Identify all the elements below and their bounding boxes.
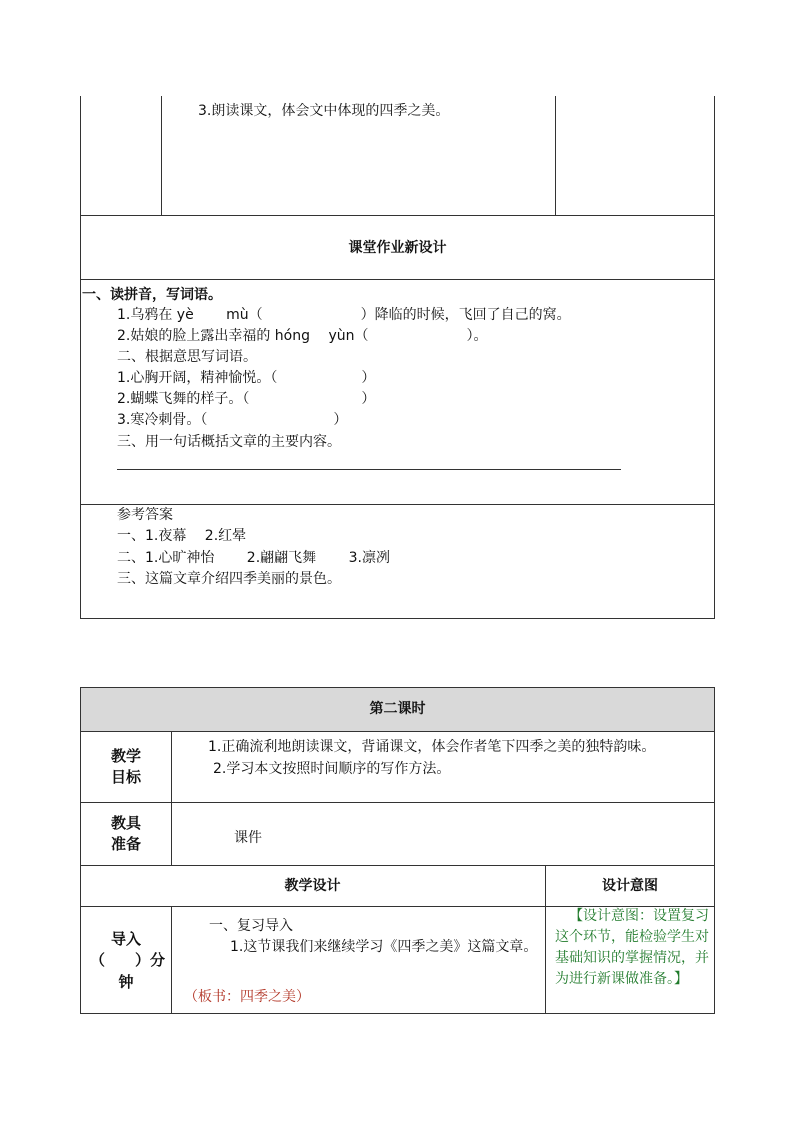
table1-col-divider-2 bbox=[555, 96, 556, 215]
answer-1: 一、1.夜幕 2.红晕 bbox=[117, 528, 247, 544]
answer-underline bbox=[117, 469, 621, 470]
question-2-3: 3.寒冷刺骨。（ ） bbox=[117, 412, 348, 428]
table1-row-line-3 bbox=[80, 504, 715, 505]
table1-col-divider-1 bbox=[161, 96, 162, 215]
step-title: 一、复习导入 bbox=[209, 918, 293, 934]
table1-right-border bbox=[714, 96, 715, 619]
answer-2: 二、1.心旷神怡 2.翩翩飞舞 3.凛冽 bbox=[117, 550, 390, 566]
table2-label-col-divider-b bbox=[171, 906, 172, 1013]
intro-label-line-3: 钟 bbox=[118, 973, 134, 991]
board-note: （板书：四季之美） bbox=[184, 989, 310, 1005]
table2-row-line-2 bbox=[80, 802, 715, 803]
answer-3: 三、这篇文章介绍四季美丽的景色。 bbox=[117, 571, 341, 587]
table2-row-line-1 bbox=[80, 731, 715, 732]
tools-label-line-2: 准备 bbox=[110, 835, 141, 853]
question-2: 2.姑娘的脸上露出幸福的 hóng yùn（ ）。 bbox=[117, 328, 488, 344]
table1-bottom-border bbox=[80, 618, 715, 619]
section-title: 课堂作业新设计 bbox=[348, 240, 447, 256]
question-2-2: 2.蝴蝶飞舞的样子。（ ） bbox=[117, 391, 376, 407]
goal-label-line-1: 教学 bbox=[110, 747, 141, 765]
table2-row-line-3 bbox=[80, 865, 715, 866]
question-2-1: 1.心胸开阔，精神愉悦。（ ） bbox=[117, 370, 376, 386]
table1-row-line-2 bbox=[80, 279, 715, 280]
step-body: 1.这节课我们来继续学习《四季之美》这篇文章。 bbox=[230, 939, 538, 955]
answer-title: 参考答案 bbox=[117, 507, 173, 523]
tools-label-line-1: 教具 bbox=[110, 814, 141, 832]
goal-1: 1.正确流利地朗读课文，背诵课文，体会作者笔下四季之美的独特韵味。 bbox=[208, 739, 656, 755]
lesson-2-title: 第二课时 bbox=[369, 701, 426, 717]
exercise-2-heading: 二、根据意思写词语。 bbox=[117, 349, 257, 365]
table2-bottom-border bbox=[80, 1013, 715, 1014]
design-header: 教学设计 bbox=[284, 878, 341, 894]
exercise-1-heading: 一、读拼音，写词语。 bbox=[82, 287, 222, 303]
exercise-3-heading: 三、用一句话概括文章的主要内容。 bbox=[117, 434, 341, 450]
goal-2: 2.学习本文按照时间顺序的写作方法。 bbox=[213, 761, 451, 777]
table2-top-border bbox=[80, 687, 715, 688]
table2-right-border bbox=[714, 687, 715, 1014]
intent-header: 设计意图 bbox=[602, 878, 658, 894]
table1-row-line-1 bbox=[80, 215, 715, 216]
goal-label-line-2: 目标 bbox=[110, 768, 141, 786]
intro-label-line-2: （ ）分 bbox=[90, 951, 166, 969]
tools-value: 课件 bbox=[234, 830, 262, 846]
intro-label-line-1: 导入 bbox=[110, 930, 141, 948]
question-1: 1.乌鸦在 yè mù（ ）降临的时候，飞回了自己的窝。 bbox=[117, 307, 571, 323]
objective-line-3: 3.朗读课文，体会文中体现的四季之美。 bbox=[198, 103, 450, 119]
table1-left-border bbox=[80, 96, 81, 619]
table2-label-col-divider-a bbox=[171, 731, 172, 865]
design-intent-note: 【设计意图：设置复习这个环节，能检验学生对基础知识的掌握情况，并为进行新课做准备。】 bbox=[555, 908, 709, 987]
